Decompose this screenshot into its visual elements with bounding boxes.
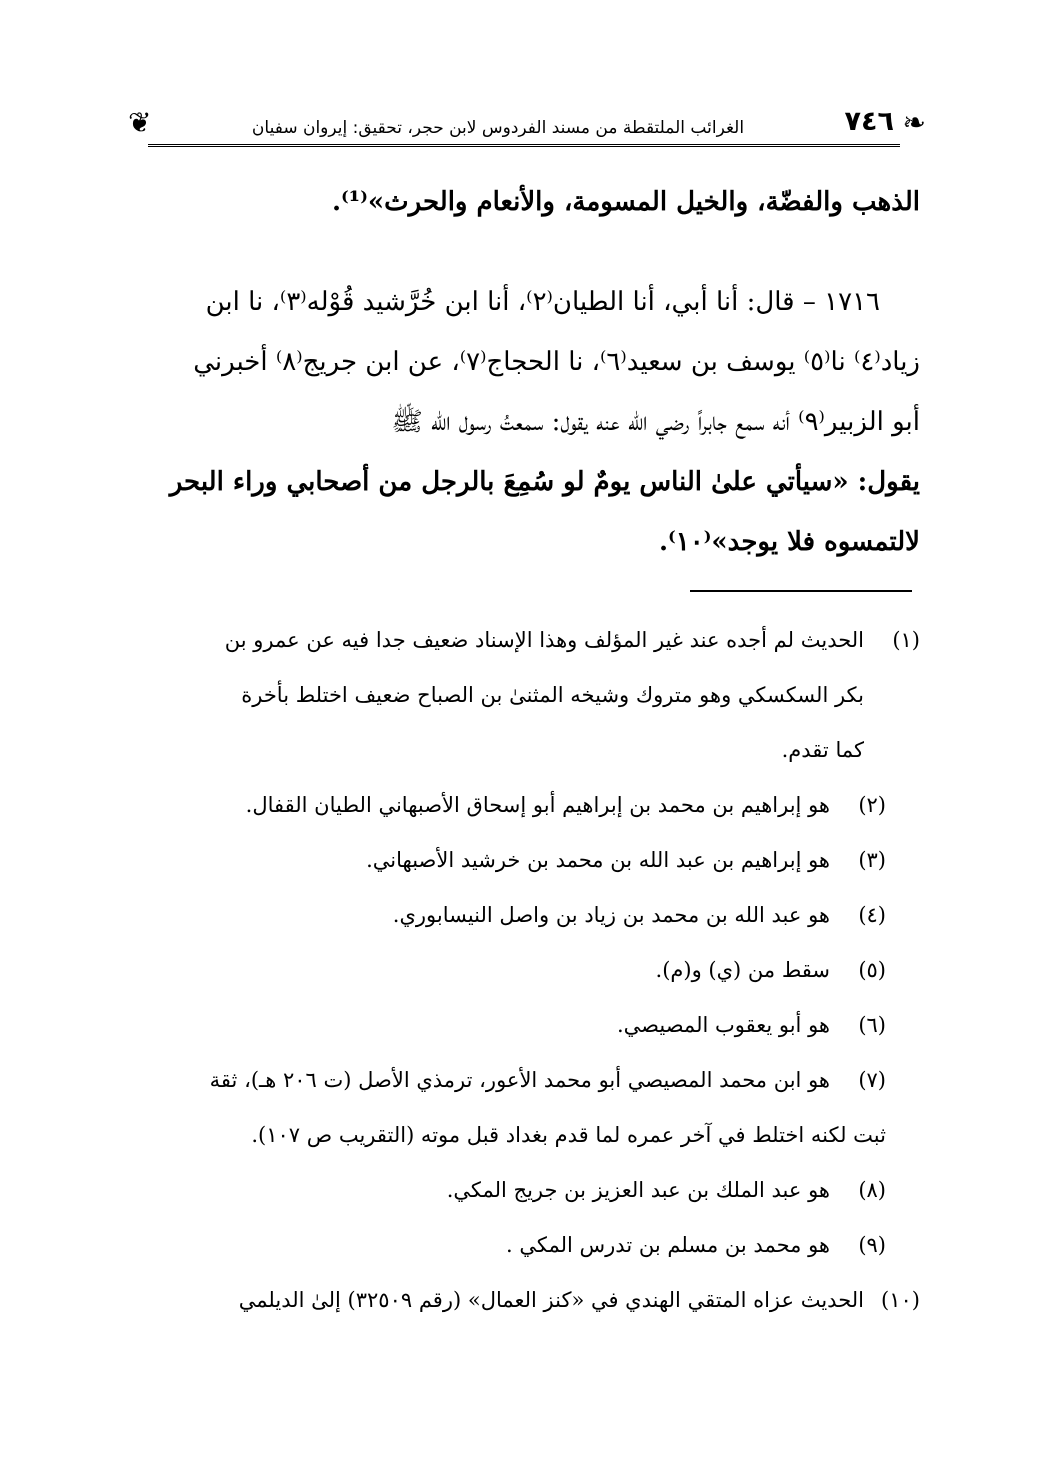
footnote-number: (١)	[892, 628, 920, 652]
ornament-right-icon: ❧	[902, 106, 926, 139]
footnote-number: (٤)	[858, 903, 886, 927]
footnote-text: هو إبراهيم بن محمد بن إبراهيم أبو إسحاق الأصبهاني الطيان القفال.	[245, 793, 830, 817]
footnote-text: هو عبد الله بن محمد بن زياد بن واصل النيسابوري.	[392, 903, 830, 927]
footnote-number: (٢)	[858, 793, 886, 817]
footnote-item	[128, 943, 920, 998]
footnote-item	[128, 888, 920, 943]
footnote-item	[128, 1053, 920, 1108]
footnote-text: الحديث لم أجده عند غير المؤلف وهذا الإسناد ضعيف جدا فيه عن عمرو بن	[224, 628, 864, 652]
footnote-item	[128, 833, 920, 888]
footnote-number: (٦)	[858, 1013, 886, 1037]
footnote-number: (٣)	[858, 848, 886, 872]
footnote-text: ثبت لكنه اختلط في آخر عمره لما قدم بغداد قبل موته (التقريب ص ١٠٧).	[251, 1123, 886, 1147]
footnote-item	[128, 1218, 920, 1273]
footnote-item	[128, 998, 920, 1053]
ornament-left-icon: ❦	[128, 106, 152, 139]
body-line-1: الذهب والفضّة، والخيل المسومة، والأنعام والحرث»⁽¹⁾.	[332, 187, 920, 217]
para-line: أبو الزبير⁽٩⁾ أنه سمع جابراً رضي الله عنه يقول: سمعتُ رسول الله ﷺ	[391, 407, 920, 437]
footnote-number: (٩)	[858, 1233, 886, 1257]
footnote-item	[128, 778, 920, 833]
para-line: زياد⁽٤⁾ نا⁽٥⁾ يوسف بن سعيد⁽٦⁾، نا الحجاج⁽٧⁾، عن ابن جريج⁽٨⁾ أخبرني	[193, 347, 920, 377]
header-rule	[148, 144, 900, 147]
footnote-text: هو محمد بن مسلم بن تدرس المكي .	[506, 1233, 830, 1257]
footnote-number: (٥)	[858, 958, 886, 982]
footnote-number: (١٠)	[881, 1288, 920, 1312]
hadith-paragraph	[128, 272, 920, 572]
page-number: ٧٤٦	[844, 106, 894, 137]
footnote-number: (٧)	[858, 1068, 886, 1092]
footnote-item	[128, 1273, 920, 1328]
para-line: ١٧١٦ – قال: أنا أبي، أنا الطيان⁽٢⁾، أنا ابن خُرَّشيد قُوْله⁽٣⁾، نا ابن	[205, 287, 880, 317]
page-header	[128, 100, 926, 150]
footnote-item	[128, 1163, 920, 1218]
footnote-divider	[690, 590, 912, 592]
footnote-text: سقط من (ي) و(م).	[655, 958, 830, 982]
footnote-text: هو ابن محمد المصيصي أبو محمد الأعور، ترمذي الأصل (ت ٢٠٦ هـ)، ثقة	[209, 1068, 830, 1092]
footnote-text: بكر السكسكي وهو متروك وشيخه المثنىٰ بن الصباح ضعيف اختلط بأخرة	[241, 683, 864, 707]
footnote-item	[128, 613, 920, 668]
footnote-text: هو إبراهيم بن عبد الله بن محمد بن خرشيد الأصبهاني.	[366, 848, 830, 872]
footnote-text: كما تقدم.	[781, 738, 864, 762]
para-line: يقول: «سيأتي علىٰ الناس يومٌ لو سُمِعَ بالرجل من أصحابي وراء البحر	[169, 467, 920, 497]
footnote-text: هو عبد الملك بن عبد العزيز بن جريج المكي.	[446, 1178, 830, 1202]
continuation-line	[128, 172, 920, 232]
running-title: الغرائب الملتقطة من مسند الفردوس لابن حجر، تحقيق: إيروان سفيان	[251, 118, 745, 138]
para-line: لالتمسوه فلا يوجد»⁽١٠⁾.	[658, 527, 920, 557]
footnote-number: (٨)	[858, 1178, 886, 1202]
footnote-text: هو أبو يعقوب المصيصي.	[616, 1013, 830, 1037]
footnotes	[128, 613, 920, 1328]
footnote-text: الحديث عزاه المتقي الهندي في «كنز العمال» (رقم ٣٢٥٠٩) إلىٰ الديلمي	[238, 1288, 864, 1312]
